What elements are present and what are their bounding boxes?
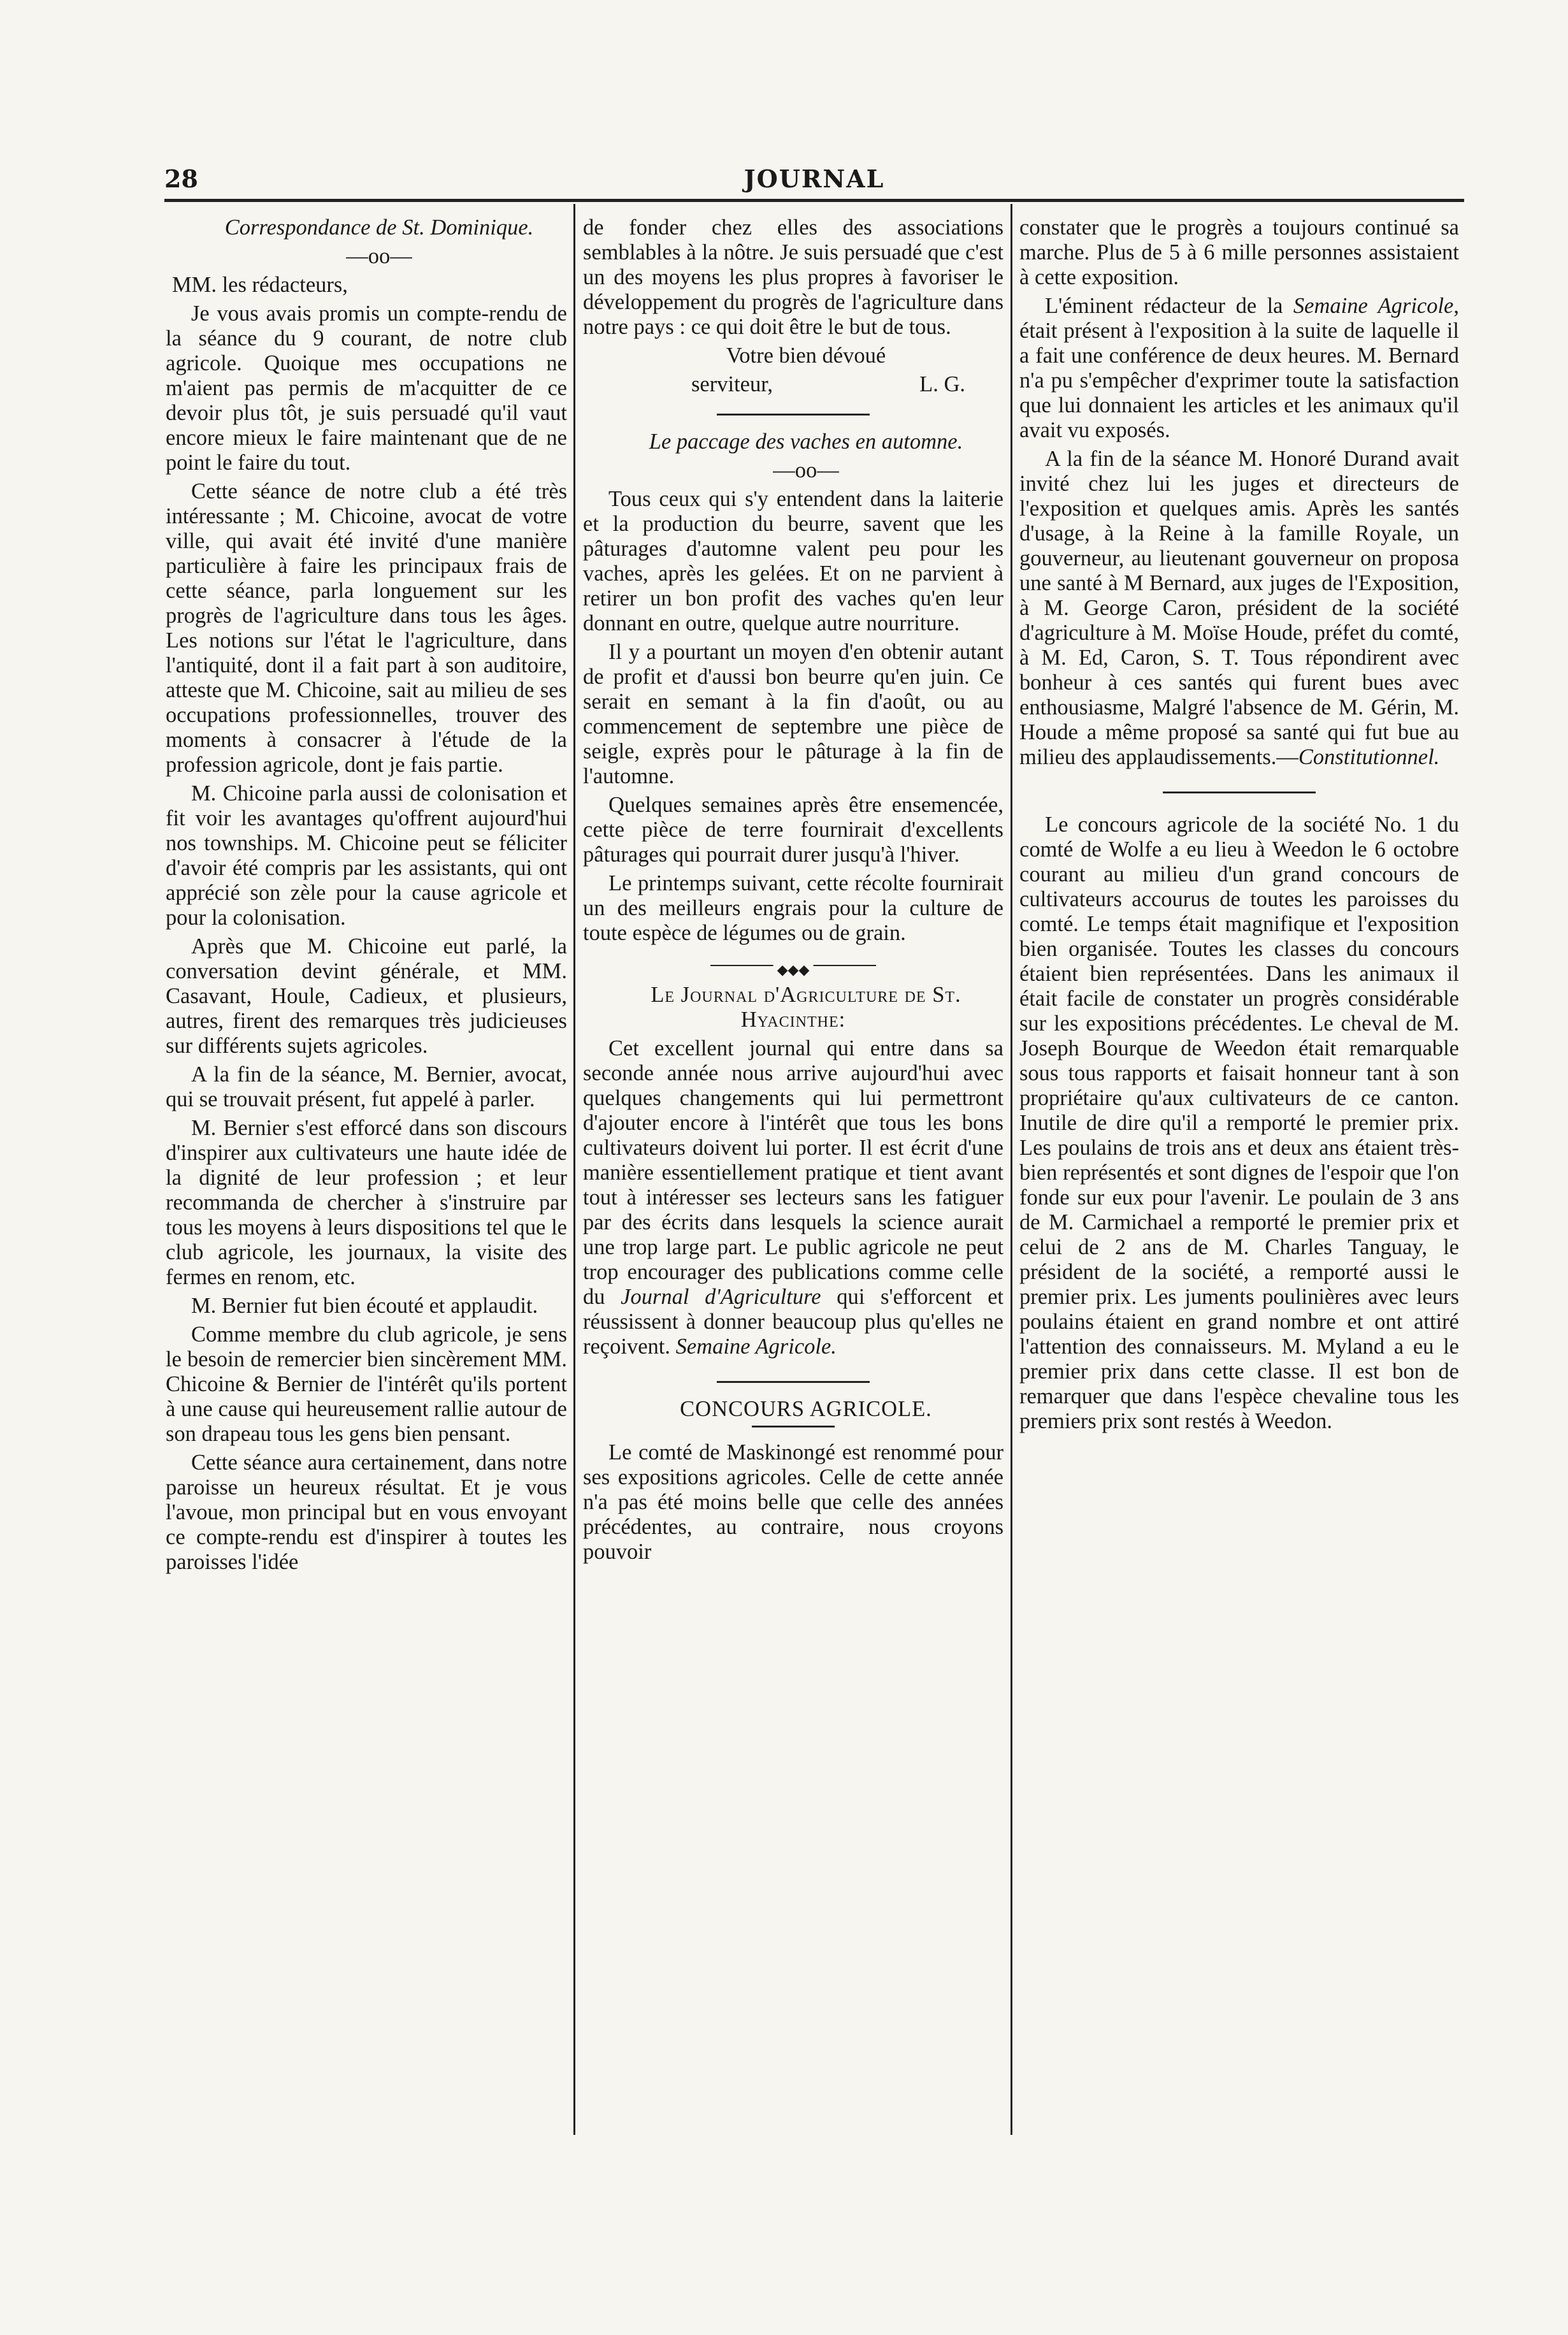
paragraph: M. Bernier fut bien écouté et applaudit.: [191, 1294, 538, 1318]
page-number: 28: [164, 164, 198, 193]
column-divider-right: [1011, 204, 1012, 2135]
diamond-ornament-icon: ◆◆◆: [773, 957, 814, 982]
paragraph: [1019, 294, 1459, 443]
header-rule: [164, 199, 1464, 202]
paragraph: Tous ceux qui s'y entendent dans la laiterie et la production du beurre, savent que les pâturages d'automne valent peu pour les vaches, après les gelées. Et on ne parvient à retirer un bon profit des vaches qu'en leur donnant en outre, quelque autre nourriture.: [583, 487, 1003, 635]
paragraph: Le printemps suivant, cette récolte fournirait un des meilleurs engrais pour la culture de toute espèce de légumes ou de grain.: [583, 871, 1003, 945]
text-run: Cet excellent journal qui entre dans sa seconde année nous arrive aujourd'hui avec quelques changements qui lui permettront d'ajouter encore à l'intérêt que tous les bons cultivateurs doivent lui porter. Il est écrit d'une manière essentiellement pratique et tient avant tout à intéresser ses lecteurs sans les fatiguer par des écrits dans lesquels la science aurait une trop large part. Le public agricole ne peut trop encourager des publications comme celle du: [583, 1036, 1003, 1309]
paragraph: [1019, 447, 1459, 770]
column-divider-left: [573, 204, 575, 2135]
separator-rule: [717, 1381, 870, 1383]
heading-ornament: —oo—: [346, 244, 412, 268]
paragraph: M. Bernier s'est efforcé dans son discours d'inspirer aux cultivateurs une haute idée de la dignité de leur profession ; et leur recommanda de chercher à s'instruire par tous les moyens à leurs dispositions tel que le club agricole, les journaux, la visite des fermes en renom, etc.: [166, 1116, 567, 1289]
paragraph: Cette séance de notre club a été très intéressante ; M. Chicoine, avocat de votre ville, qui avait été invité d'une manière particulière à faire les principaux frais de cette séance, parla longuement sur les progrès de l'agriculture dans tous les âges. Les notions sur l'état le l'agriculture, dans l'antiquité, dont il a fait part à son auditoire, atteste que M. Chicoine, sait au milieu de ses occupations professionnelles, trouver des moments à consacrer à l'étude de la profession agricole, dont je fais partie.: [166, 479, 567, 777]
text-run: A la fin de la séance M. Honoré Durand avait invité chez lui les juges et directeurs de l'exposition et quelques amis. Après les santés d'usage, à la Reine à la famille Royale, un gouverneur, au lieutenant gouverneur on proposa une santé à M Bernard, aux juges de l'Exposition, à M. George Caron, président de la société d'agriculture à M. Moïse Houde, préfet du comté, à M. Ed, Caron, S. T. Tous répondirent avec bonheur à ces santés qui furent bues avec enthousiasme, Malgré l'absence de M. Gérin, M. Houde a même proposé sa santé qui fut bue au milieu des applaudissements.—: [1019, 447, 1459, 769]
paragraph: Le comté de Maskinongé est renommé pour ses expositions agricoles. Celle de cette année n'a pas été moins belle que celle des années précédentes, au contraire, nous croyons pouvoir: [583, 1440, 1003, 1564]
source-credit: Constitutionnel.: [1298, 745, 1440, 769]
column-1: [166, 215, 567, 2140]
column-2: [583, 215, 1003, 2140]
publication-title: Journal d'Agriculture: [621, 1285, 821, 1309]
separator-rule: [1163, 792, 1316, 793]
salutation: MM. les rédacteurs,: [172, 273, 348, 297]
paragraph: Après que M. Chicoine eut parlé, la conversation devint générale, et MM. Casavant, Houle, Cadieux, et plusieurs, autres, firent des remarques très judicieuses sur différents sujets agricoles.: [166, 934, 567, 1058]
separator-rule: [717, 414, 870, 416]
column-3: [1019, 215, 1459, 2140]
source-credit: Semaine Agricole.: [675, 1334, 837, 1359]
signature-line: [583, 372, 1003, 397]
paragraph: [583, 1036, 1003, 1359]
paragraph: Comme membre du club agricole, je sens le besoin de remercier bien sincèrement MM. Chicoine & Bernier de l'intérêt qu'ils portent à une cause qui heureusement rallie autour de son drapeau tous les gens bien pensant.: [166, 1322, 567, 1446]
paragraph: constater que le progrès a toujours continué sa marche. Plus de 5 à 6 mille personnes assistaient à cette exposition.: [1019, 215, 1459, 289]
signature: L. G.: [919, 372, 965, 396]
page-header: [164, 164, 1464, 196]
paragraph: Cette séance aura certainement, dans notre paroisse un heureux résultat. Et je vous l'avoue, mon principal but en vous envoyant ce compte-rendu est d'inspirer à toutes les paroisses l'idée: [166, 1450, 567, 1574]
paragraph: Le concours agricole de la société No. 1 du comté de Wolfe a eu lieu à Weedon le 6 octobre courant au milieu d'un grand concours de cultivateurs accourus de toutes les paroisses du comté. Le temps était magnifique et l'exposition bien organisée. Toutes les classes du concours étaient bien représentées. Dans les animaux il était facile de constater un progrès considérable sur les expositions précédentes. Le cheval de M. Joseph Bourque de Weedon était remarquable sous tous rapports et faisait honneur tant à son propriétaire qu'aux cultivateurs de ce canton. Inutile de dire qu'il a remporté le premier prix. Les poulains de trois ans et deux ans étaient très-bien représentés et sont dignes de l'espoir que l'on fonde sur eux pour l'avenir. Le poulain de 3 ans de M. Carmichael a remporté le premier prix et celui de 2 ans de M. Charles Tanguay, le président de la société, a remporté aussi le premier prix. Les juments poulinières avec leurs poulains étaient en grand nombre et ont attiré l'attention des connaisseurs. M. Myland a eu le premier prix dans cette classe. Il est bon de remarquer que dans l'espèce chevaline tous les premiers prix sont restés à Weedon.: [1019, 813, 1459, 1433]
paragraph: Quelques semaines après être ensemencée, cette pièce de terre fournirait d'excellents pâturages qui pourrait durer jusqu'à l'hiver.: [583, 793, 1003, 867]
paragraph: A la fin de la séance, M. Bernier, avocat, qui se trouvait présent, fut appelé à parler.: [166, 1062, 567, 1111]
text-run: , était présent à l'exposition à la suite de laquelle il a fait une conférence de deux heures. M. Bernard n'a pu s'empêcher d'exprimer toute la satisfaction que lui donnaient les articles et les animaux qu'il avait vu exposés.: [1019, 294, 1459, 442]
paragraph: M. Chicoine parla aussi de colonisation et fit voir les avantages qu'offrent aujourd'hui nos townships. M. Chicoine peut se féliciter d'avoir été compris par les assistants, qui ont apprécié son zèle pour la cause agricole et pour la colonisation.: [166, 781, 567, 930]
publication-title: Semaine Agricole: [1293, 294, 1454, 318]
article-heading: CONCOURS AGRICOLE.: [680, 1397, 932, 1421]
article-heading: Le Journal d'Agriculture de St. Hyacinthe:: [651, 983, 961, 1032]
paragraph: Je vous avais promis un compte-rendu de la séance du 9 courant, de notre club agricole. Quoique mes occupations ne m'aient pas permis de m'acquitter de ce devoir plus tôt, je suis persuadé qu'il vaut encore mieux le faire maintenant que de ne point le faire du tout.: [166, 301, 567, 475]
heading-ornament: —oo—: [773, 458, 839, 482]
text-run: L'éminent rédacteur de la: [1045, 294, 1293, 318]
article-heading: Le paccage des vaches en automne.: [649, 430, 963, 454]
paragraph: de fonder chez elles des associations semblables à la nôtre. Je suis persuadé que c'est un des moyens les plus propres à favoriser le développement du progrès de l'agriculture dans notre pays : ce qui doit être le but de tous.: [583, 215, 1003, 339]
closing-word: serviteur,: [691, 372, 773, 396]
paragraph: Il y a pourtant un moyen d'en obtenir autant de profit et d'aussi bon beurre qu'en juin. Ce serait en semant à la fin d'août, ou au commencement de septembre une pièce de seigle, exprès pour le pâturage à la fin de l'automne.: [583, 640, 1003, 788]
separator-rule: [752, 1426, 835, 1428]
running-title: JOURNAL: [744, 164, 885, 193]
closing: Votre bien dévoué: [726, 343, 886, 368]
text-run: qui s'efforcent et réussissent à donner beaucoup plus qu'elles ne reçoivent.: [583, 1285, 1003, 1359]
ornamental-separator: [710, 962, 876, 978]
article-heading: Correspondance de St. Dominique.: [224, 215, 534, 240]
